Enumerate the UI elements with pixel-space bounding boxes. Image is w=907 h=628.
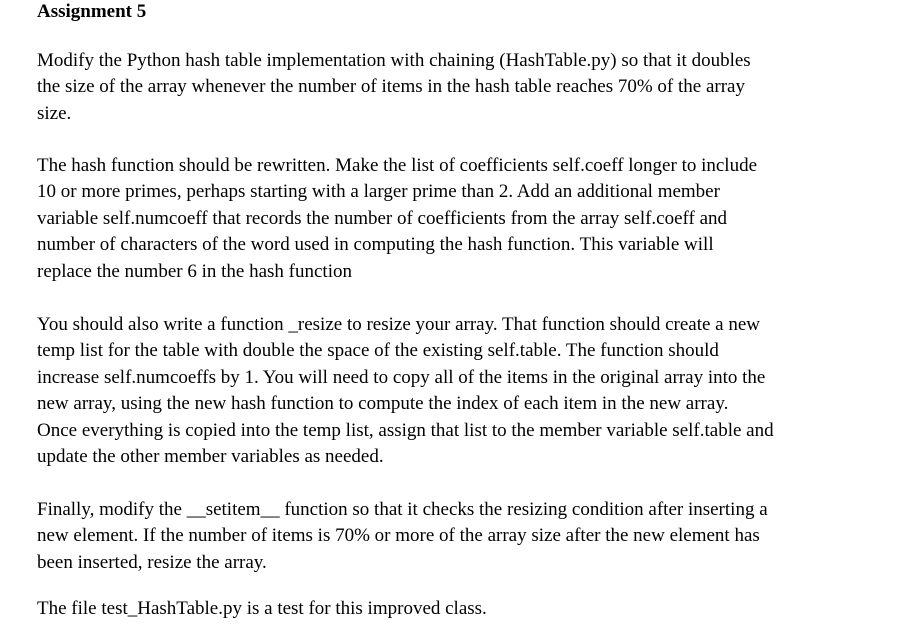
text-line: temp list for the table with double the space of the existing self.table. The function should	[37, 340, 719, 362]
text-line: new element. If the number of items is 70% or more of the array size after the new element has	[37, 525, 760, 547]
text-line: been inserted, resize the array.	[37, 551, 267, 573]
text-line: the size of the array whenever the number of items in the hash table reaches 70% of the array	[37, 76, 745, 98]
paragraph-resize-function	[37, 312, 774, 470]
text-line: variable self.numcoeff that records the number of coefficients from the array self.coeff and	[37, 207, 728, 229]
paragraph-setitem	[37, 497, 768, 576]
text-line: 10 or more primes, perhaps starting with a larger prime than 2. Add an additional member	[37, 181, 720, 203]
text-line: The file test_HashTable.py is a test for this improved class.	[37, 598, 487, 619]
paragraph-test-file	[37, 596, 487, 622]
text-line: new array, using the new hash function to compute the index of each item in the new array.	[37, 393, 729, 415]
assignment-title: Assignment 5	[37, 1, 147, 22]
paragraph-resize-requirement	[37, 48, 751, 127]
text-line: update the other member variables as needed.	[37, 446, 384, 468]
paragraph-hash-function	[37, 153, 757, 285]
text-line: Once everything is copied into the temp list, assign that list to the member variable self.table and	[37, 419, 774, 441]
text-line: replace the number 6 in the hash function	[37, 260, 352, 282]
text-line: The hash function should be rewritten. Make the list of coefficients self.coeff longer to include	[37, 155, 758, 176]
text-line: Finally, modify the __setitem__ function so that it checks the resizing condition after inserting a	[37, 499, 768, 520]
text-line: number of characters of the word used in computing the hash function. This variable will	[37, 234, 714, 256]
text-line: Modify the Python hash table implementation with chaining (HashTable.py) so that it doubles	[37, 50, 751, 71]
text-line: size.	[37, 102, 72, 124]
text-line: You should also write a function _resize to resize your array. That function should create a new	[37, 314, 761, 335]
text-line: increase self.numcoeffs by 1. You will need to copy all of the items in the original array into the	[37, 366, 766, 388]
